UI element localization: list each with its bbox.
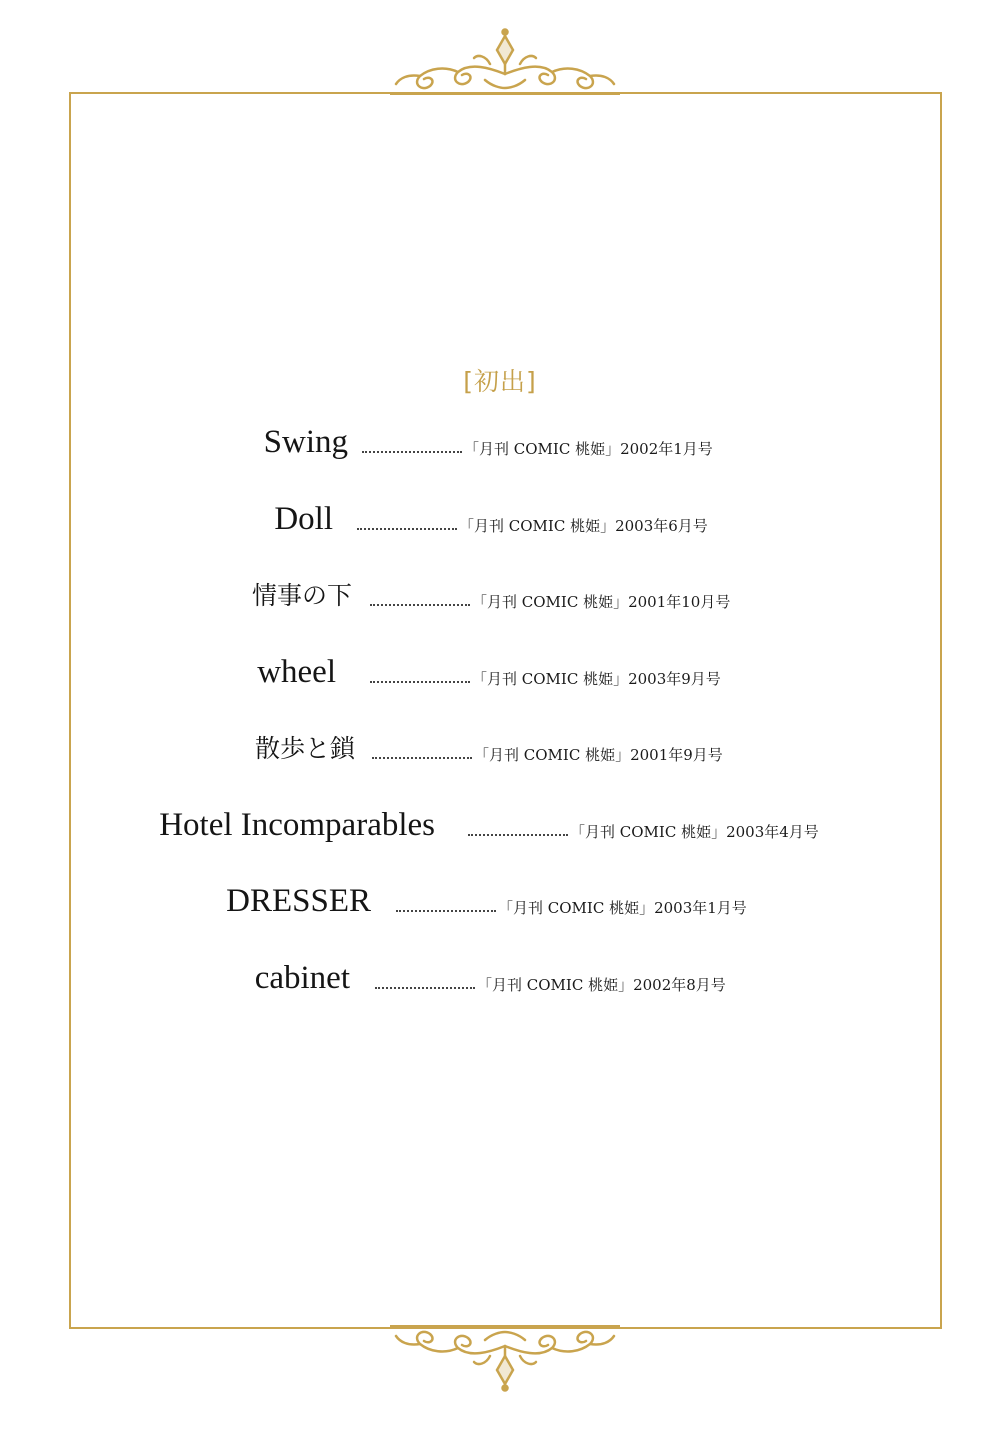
entry-source: 「月刊 COMIC 桃姫」2001年10月号	[472, 593, 731, 611]
entry-source: 「月刊 COMIC 桃姫」2001年9月号	[474, 746, 723, 764]
ornament-flourish-icon	[390, 1322, 620, 1392]
entry-title: Doll	[274, 501, 333, 537]
top-ornament	[390, 28, 620, 98]
entry-title: 情事の下	[251, 581, 352, 610]
list-item	[0, 796, 1000, 856]
dot-leader	[357, 528, 457, 530]
entry-title: cabinet	[254, 960, 350, 996]
list-item	[0, 566, 1000, 626]
section-heading: [初出]	[463, 367, 537, 396]
entry-source: 「月刊 COMIC 桃姫」2003年9月号	[472, 670, 721, 688]
entry-title: wheel	[257, 654, 336, 690]
ornament-flourish-icon	[390, 28, 620, 98]
dot-leader	[362, 451, 462, 453]
page-frame	[69, 92, 942, 1329]
entry-title: Hotel Incomparables	[159, 807, 435, 843]
entry-source: 「月刊 COMIC 桃姫」2003年4月号	[570, 823, 819, 841]
dot-leader	[372, 757, 472, 759]
entry-title: DRESSER	[226, 883, 371, 919]
list-item	[0, 949, 1000, 1009]
bottom-ornament	[390, 1322, 620, 1392]
list-item	[0, 719, 1000, 779]
entry-title: 散歩と鎖	[254, 734, 355, 763]
dot-leader	[370, 681, 470, 683]
entry-source: 「月刊 COMIC 桃姫」2003年6月号	[459, 517, 708, 535]
entry-source: 「月刊 COMIC 桃姫」2002年1月号	[464, 440, 713, 458]
dot-leader	[468, 834, 568, 836]
dot-leader	[375, 987, 475, 989]
dot-leader	[396, 910, 496, 912]
list-item	[0, 413, 1000, 473]
entry-source: 「月刊 COMIC 桃姫」2002年8月号	[477, 976, 726, 994]
list-item	[0, 872, 1000, 932]
dot-leader	[370, 604, 470, 606]
entry-title: Swing	[263, 424, 348, 460]
list-item	[0, 490, 1000, 550]
list-item	[0, 643, 1000, 703]
entry-source: 「月刊 COMIC 桃姫」2003年1月号	[498, 899, 747, 917]
